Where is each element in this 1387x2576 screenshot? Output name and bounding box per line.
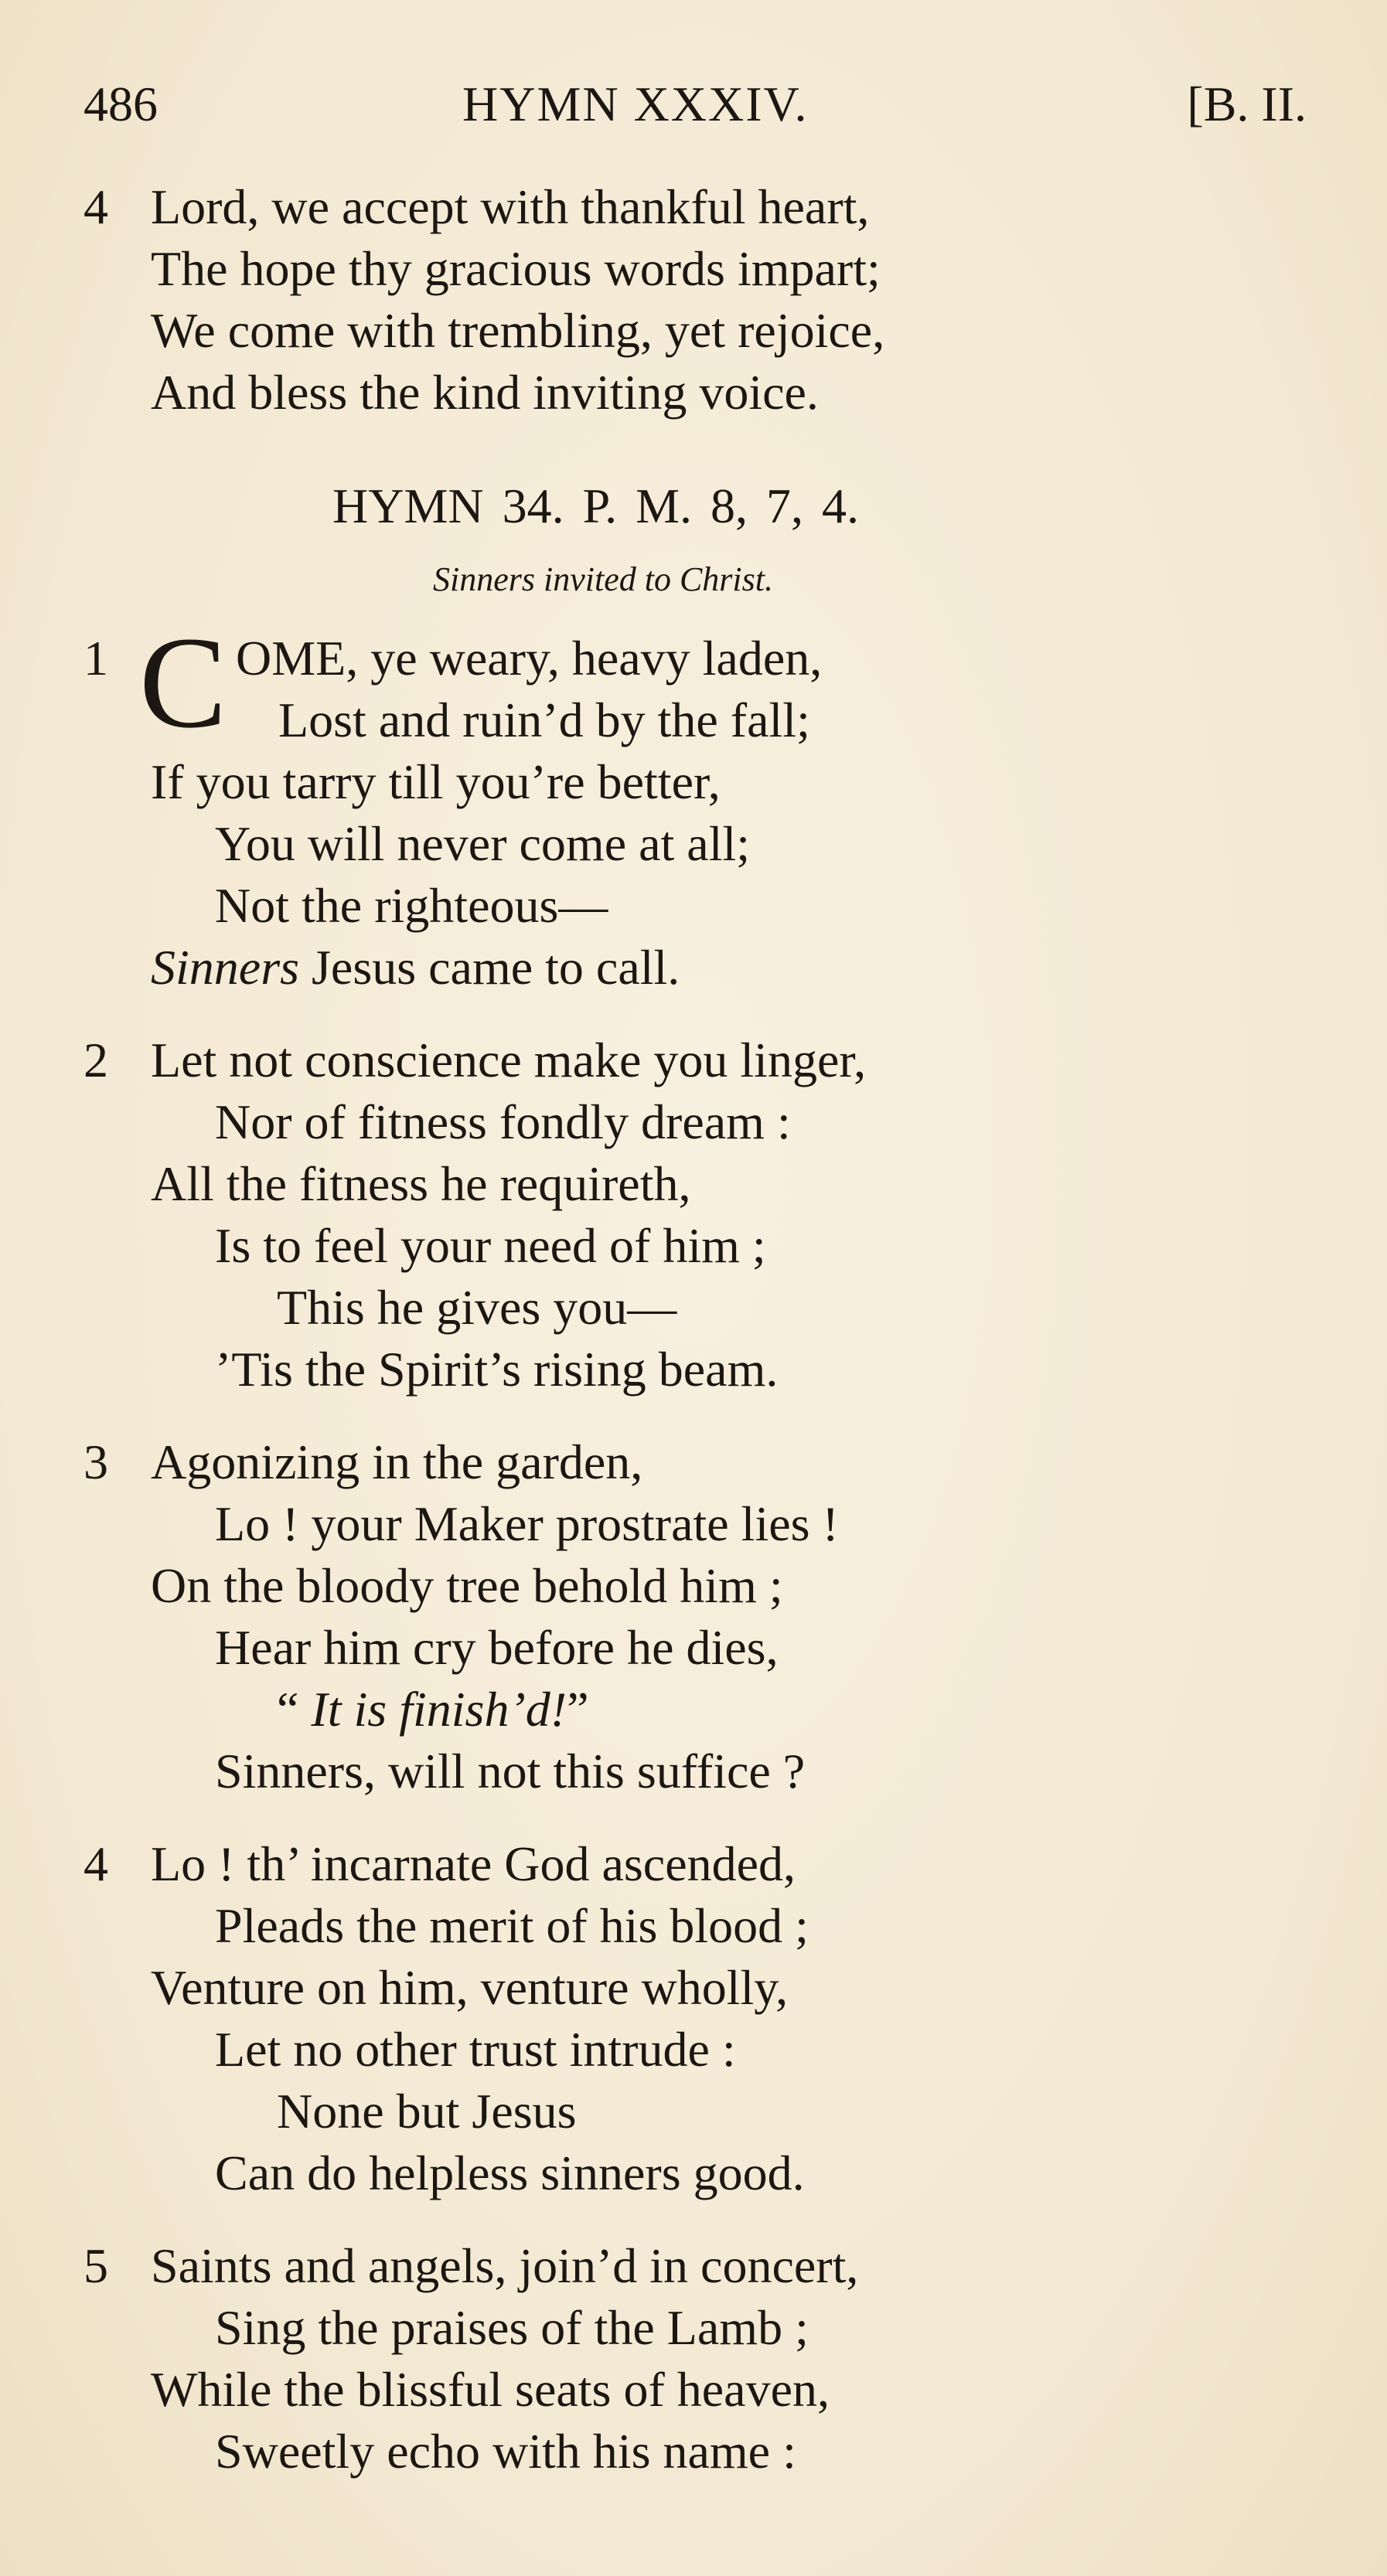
stanza-number: 4 bbox=[83, 179, 108, 234]
verse-line: Pleads the merit of his blood ; bbox=[215, 1898, 809, 1953]
verse-line: Nor of fitness fondly dream : bbox=[215, 1094, 791, 1149]
verse-line: Let no other trust intrude : bbox=[215, 2022, 736, 2077]
verse-line: Hear him cry before he dies, bbox=[215, 1620, 779, 1675]
verse-line: OME, ye weary, heavy laden, bbox=[236, 631, 823, 686]
verse-line: Lo ! th’ incarnate God ascended, bbox=[151, 1836, 796, 1891]
verse-line: You will never come at all; bbox=[215, 816, 751, 871]
italic-emphasis: Sinners bbox=[151, 940, 299, 995]
verse-line: If you tarry till you’re better, bbox=[151, 754, 721, 809]
hymn-title: HYMN 34. P. M. 8, 7, 4. bbox=[332, 478, 859, 533]
verse-line: While the blissful seats of heaven, bbox=[151, 2362, 830, 2417]
drop-cap: C bbox=[139, 610, 227, 755]
verse-line: Sweetly echo with his name : bbox=[215, 2424, 796, 2479]
italic-emphasis: It is finish’d! bbox=[311, 1682, 567, 1737]
verse-line: Sinners, will not this suffice ? bbox=[215, 1744, 806, 1798]
verse-line bbox=[151, 937, 680, 999]
verse-line: Sing the praises of the Lamb ; bbox=[215, 2300, 809, 2355]
stanza-number: 5 bbox=[83, 2238, 108, 2293]
verse-line: On the bloody tree behold him ; bbox=[151, 1558, 783, 1613]
verse-line: None but Jesus bbox=[277, 2084, 577, 2139]
verse-line: Saints and angels, join’d in concert, bbox=[151, 2238, 859, 2293]
verse-line: ’Tis the Spirit’s rising beam. bbox=[215, 1342, 779, 1397]
verse-line: Venture on him, venture wholly, bbox=[151, 1960, 789, 2015]
stanza-number: 4 bbox=[83, 1836, 108, 1891]
verse-line: Agonizing in the garden, bbox=[151, 1434, 643, 1489]
verse-line: We come with trembling, yet rejoice, bbox=[151, 303, 885, 358]
stanza-number: 3 bbox=[83, 1434, 108, 1489]
verse-line bbox=[277, 1679, 588, 1741]
verse-line: Let not conscience make you linger, bbox=[151, 1033, 867, 1087]
verse-line: And bless the kind inviting voice. bbox=[151, 365, 819, 420]
verse-line: The hope thy gracious words impart; bbox=[151, 241, 881, 296]
open-quote: “ bbox=[277, 1682, 312, 1737]
verse-line: Is to feel your need of him ; bbox=[215, 1218, 766, 1273]
hymn-subtitle: Sinners invited to Christ. bbox=[433, 560, 773, 598]
verse-line: Not the righteous— bbox=[215, 878, 608, 933]
verse-line: Lord, we accept with thankful heart, bbox=[151, 179, 870, 234]
verse-line: Lost and ruin’d by the fall; bbox=[278, 692, 810, 747]
book-reference: [B. II. bbox=[1187, 77, 1307, 131]
close-quote: ” bbox=[567, 1682, 589, 1737]
verse-line: This he gives you— bbox=[277, 1280, 677, 1335]
verse-line: All the fitness he requireth, bbox=[151, 1156, 691, 1211]
verse-line: Can do helpless sinners good. bbox=[215, 2146, 805, 2200]
running-header bbox=[83, 73, 1307, 135]
verse-line: Lo ! your Maker prostrate lies ! bbox=[215, 1496, 839, 1551]
verse-text: Jesus came to call. bbox=[299, 940, 680, 995]
stanza-number: 2 bbox=[83, 1033, 108, 1087]
stanza-number: 1 bbox=[83, 631, 108, 686]
running-title: HYMN XXXIV. bbox=[462, 77, 809, 131]
page-number: 486 bbox=[83, 77, 158, 131]
